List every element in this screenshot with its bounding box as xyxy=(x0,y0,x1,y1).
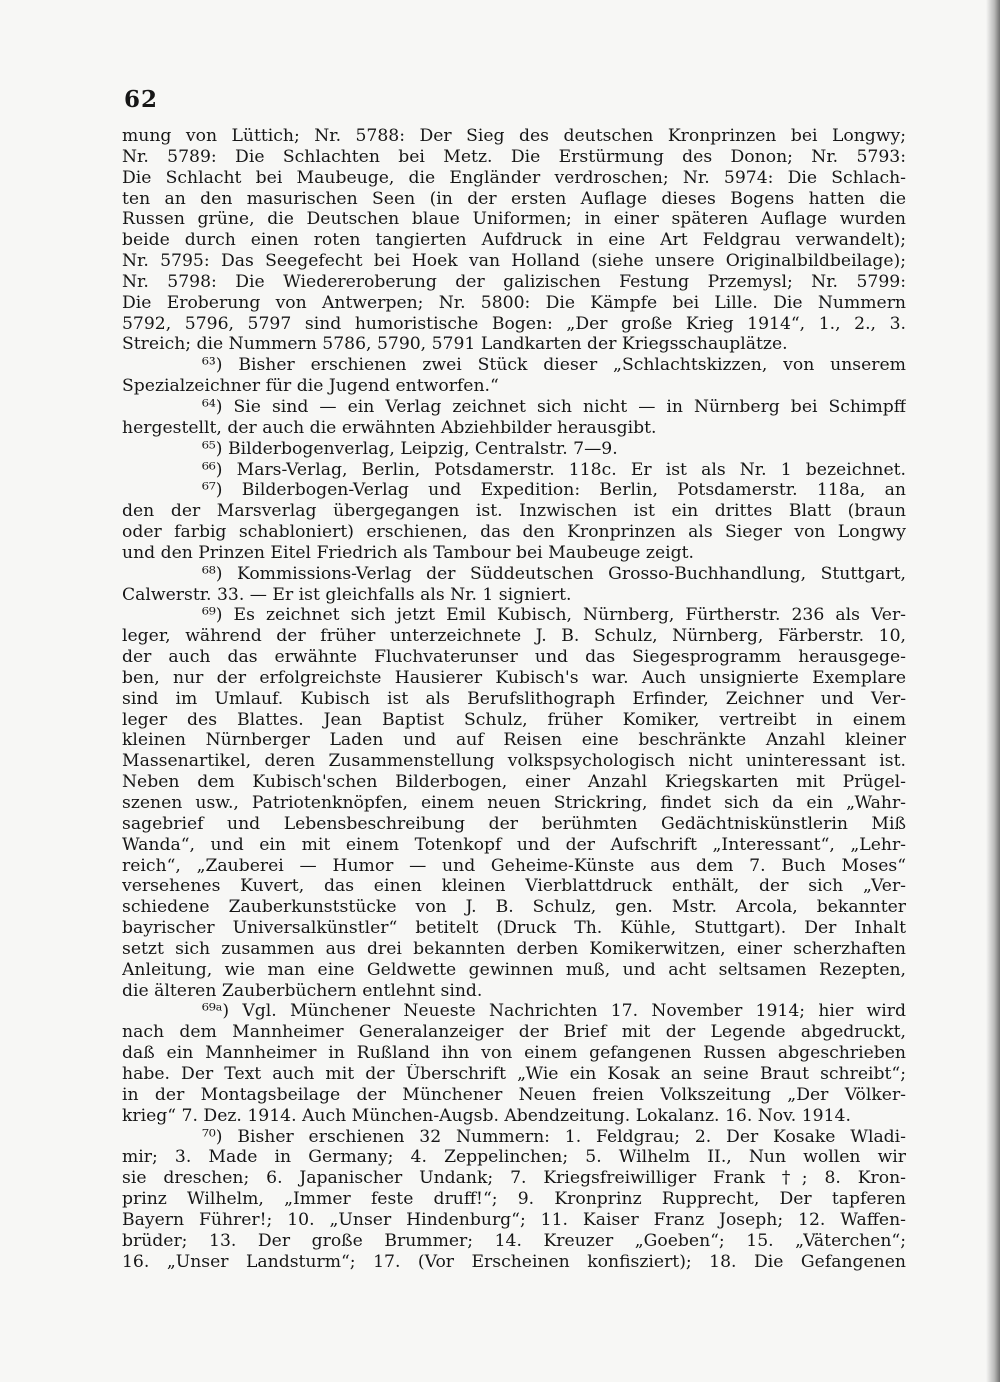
text-line: ⁶⁹ᵃ) Vgl. Münchener Neueste Nachrichten 17. November 1914; hier wird xyxy=(202,1001,906,1022)
text-line: der auch das erwähnte Fluchvaterunser und das Siegesprogramm herausgege- xyxy=(122,647,906,668)
text-line: Bayern Führer!; 10. „Unser Hindenburg“; 11. Kaiser Franz Joseph; 12. Waffen- xyxy=(122,1209,906,1230)
text-line: sagebrief und Lebensbeschreibung der berühmten Gedächtniskünstlerin Miß xyxy=(122,813,906,834)
text-line: Neben dem Kubisch'schen Bilderbogen, einer Anzahl Kriegskarten mit Prügel- xyxy=(122,772,906,793)
text-line: brüder; 13. Der große Brummer; 14. Kreuzer „Goeben“; 15. „Väterchen“; xyxy=(122,1230,906,1251)
text-line: nach dem Mannheimer Generalanzeiger der Brief mit der Legende abgedruckt, xyxy=(122,1022,906,1043)
text-line: ⁶³) Bisher erschienen zwei Stück dieser „Schlachtskizzen, von unserem xyxy=(202,355,906,376)
text-line: leger, während der früher unterzeichnete J. B. Schulz, Nürnberg, Färberstr. 10, xyxy=(122,626,906,647)
text-line: prinz Wilhelm, „Immer feste druff!“; 9. Kronprinz Rupprecht, Der tapferen xyxy=(122,1189,906,1210)
text-line: Wanda“, und ein mit einem Totenkopf und der Aufschrift „Interessant“, „Lehr- xyxy=(122,834,906,855)
text-line: Die Eroberung von Antwerpen; Nr. 5800: Die Kämpfe bei Lille. Die Nummern xyxy=(122,292,906,313)
page-edge-shadow xyxy=(986,0,1000,1382)
text-line: versehenes Kuvert, das einen kleinen Vierblattdruck enthält, der sich „Ver- xyxy=(122,876,906,897)
text-line: Nr. 5798: Die Wiedereroberung der galizischen Festung Przemysl; Nr. 5799: xyxy=(122,271,906,292)
text-line: reich“, „Zauberei — Humor — und Geheime-Künste aus dem 7. Buch Moses“ xyxy=(122,855,906,876)
text-line: oder farbig schabloniert) erschienen, das den Kronprinzen als Sieger von Longwy xyxy=(122,522,906,543)
text-line: ⁶⁵) Bilderbogenverlag, Leipzig, Centralstr. 7—9. xyxy=(202,438,618,459)
text-line: szenen usw., Patriotenknöpfen, einem neuen Strickring, findet sich da ein „Wahr- xyxy=(122,793,906,813)
text-line: Nr. 5795: Das Seegefecht bei Hoek van Holland (siehe unsere Originalbildbeilage); xyxy=(122,251,906,272)
text-line: 5792, 5796, 5797 sind humoristische Bogen: „Der große Krieg 1914“, 1., 2., 3. xyxy=(122,313,906,334)
text-line: ⁶⁷) Bilderbogen-Verlag und Expedition: Berlin, Potsdamerstr. 118a, an xyxy=(202,480,906,501)
text-line: hergestellt, der auch die erwähnten Abziehbilder herausgibt. xyxy=(122,417,657,438)
text-line: Massenartikel, deren Zusammenstellung volkspsychologisch nicht uninteressant ist. xyxy=(122,751,906,772)
text-line: mung von Lüttich; Nr. 5788: Der Sieg des deutschen Kronprinzen bei Longwy; xyxy=(122,126,906,146)
text-line: sind im Umlauf. Kubisch ist als Berufslithograph Erfinder, Zeichner und Ver- xyxy=(122,688,906,709)
text-line: Anleitung, wie man eine Geldwette gewinnen muß, und acht seltsamen Rezepten, xyxy=(122,959,906,980)
text-line: ten an den masurischen Seen (in der ersten Auflage dieses Bogens hatten die xyxy=(122,188,906,209)
text-line: kleinen Nürnberger Laden und auf Reisen eine beschränkte Anzahl kleiner xyxy=(122,730,906,751)
text-line: in der Montagsbeilage der Münchener Neuen freien Volkszeitung „Der Völker- xyxy=(122,1084,906,1105)
text-line: ⁶⁶) Mars-Verlag, Berlin, Potsdamerstr. 118c. Er ist als Nr. 1 bezeichnet. xyxy=(202,459,906,480)
text-line: setzt sich zusammen aus drei bekannten derben Komikerwitzen, einer scherzhaften xyxy=(122,938,906,959)
text-line: Spezialzeichner für die Jugend entworfen.“ xyxy=(122,376,499,397)
text-line: Streich; die Nummern 5786, 5790, 5791 Landkarten der Kriegsschauplätze. xyxy=(122,334,788,355)
text-line: 16. „Unser Landsturm“; 17. (Vor Erscheinen konfisziert); 18. Die Gefangenen xyxy=(122,1251,906,1272)
text-line: ⁷⁰) Bisher erschienen 32 Nummern: 1. Feldgrau; 2. Der Kosake Wladi- xyxy=(202,1126,906,1147)
text-line: sie dreschen; 6. Japanischer Undank; 7. Kriegsfreiwilliger Frank †; 8. Kron- xyxy=(122,1168,906,1189)
text-line: Russen grüne, die Deutschen blaue Uniformen; in einer späteren Auflage wurden xyxy=(122,209,906,230)
text-line: bayrischer Universalkünstler“ betitelt (Druck Th. Kühle, Stuttgart). Der Inhalt xyxy=(122,918,906,939)
text-line: leger des Blattes. Jean Baptist Schulz, früher Komiker, vertreibt in einem xyxy=(122,709,906,730)
text-line: mir; 3. Made in Germany; 4. Zeppelinchen; 5. Wilhelm II., Nun wollen wir xyxy=(122,1147,906,1168)
text-line: Calwerstr. 33. — Er ist gleichfalls als Nr. 1 signiert. xyxy=(122,584,572,605)
text-line: und den Prinzen Eitel Friedrich als Tambour bei Maubeuge zeigt. xyxy=(122,542,695,563)
text-line: Nr. 5789: Die Schlachten bei Metz. Die Erstürmung des Donon; Nr. 5793: xyxy=(122,146,906,167)
text-line: ben, nur der erfolgreichste Hausierer Kubisch's war. Auch unsignierte Exemplare xyxy=(122,667,906,688)
footnote-text-block xyxy=(122,126,906,1272)
text-line: beide durch einen roten tangierten Aufdruck in eine Art Feldgrau verwandelt); xyxy=(122,230,906,251)
text-line: daß ein Mannheimer in Rußland ihn von einem gefangenen Russen abgeschrieben xyxy=(122,1043,906,1064)
text-line: ⁶⁴) Sie sind — ein Verlag zeichnet sich nicht — in Nürnberg bei Schimpff xyxy=(202,396,906,417)
page-number: 62 xyxy=(124,86,159,113)
text-line: Die Schlacht bei Maubeuge, die Engländer verdroschen; Nr. 5974: Die Schlach- xyxy=(122,167,906,188)
text-line: die älteren Zauberbüchern entlehnt sind. xyxy=(122,980,483,1001)
text-line: schiedene Zauberkunststücke von J. B. Schulz, gen. Mstr. Arcola, bekannter xyxy=(122,897,906,918)
text-line: habe. Der Text auch mit der Überschrift „Wie ein Kosak an seine Braut schreibt“; xyxy=(122,1063,906,1084)
text-line: ⁶⁹) Es zeichnet sich jetzt Emil Kubisch, Nürnberg, Fürtherstr. 236 als Ver- xyxy=(202,605,906,626)
text-line: den der Marsverlag übergegangen ist. Inzwischen ist ein drittes Blatt (braun xyxy=(122,501,906,522)
text-line: krieg“ 7. Dez. 1914. Auch München-Augsb. Abendzeitung. Lokalanz. 16. Nov. 1914. xyxy=(122,1105,851,1126)
text-line: ⁶⁸) Kommissions-Verlag der Süddeutschen Grosso-Buchhandlung, Stuttgart, xyxy=(202,563,906,584)
